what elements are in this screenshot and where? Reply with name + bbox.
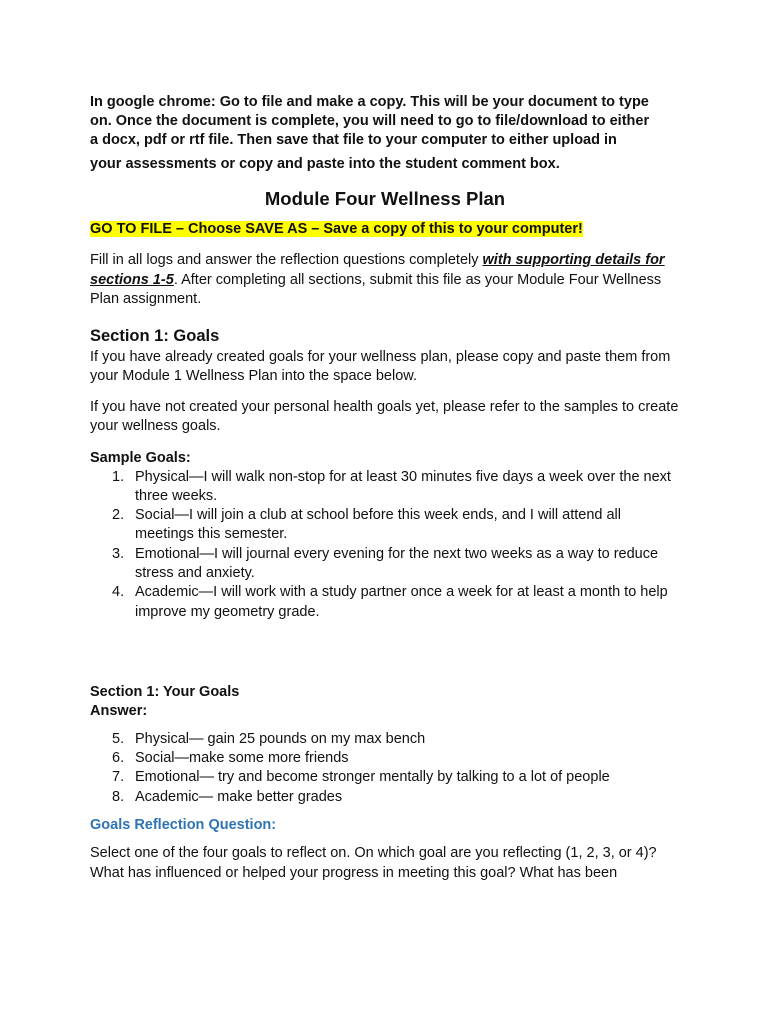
list-text[interactable]: Academic— make better grades — [135, 788, 343, 805]
list-item[interactable] — [90, 730, 680, 749]
list-item — [90, 583, 680, 622]
list-number: 1. — [112, 468, 125, 485]
list-text: Physical—I will walk non-stop for at least 30 minutes five days a week over the next three weeks. — [135, 468, 671, 504]
list-text: Emotional—I will journal every evening for the next two weeks as a way to reduce stress and anxiety. — [135, 545, 659, 581]
instructions-paragraph — [90, 251, 680, 310]
document-page — [90, 93, 680, 894]
save-instruction-text: GO TO FILE – Choose SAVE AS – Save a copy of this to your computer! — [90, 221, 583, 237]
list-number: 6. — [112, 750, 125, 767]
instructions-emphasis: with supporting details for sections 1-5 — [90, 252, 665, 288]
save-instruction-highlight — [90, 220, 680, 239]
intro-line-3: a docx, pdf or rtf file. Then save that file to your computer to either upload in — [90, 132, 617, 148]
list-item[interactable] — [90, 788, 680, 807]
list-number: 3. — [112, 545, 125, 562]
sample-goals-heading: Sample Goals: — [90, 449, 191, 466]
list-number: 5. — [112, 730, 125, 747]
list-number: 7. — [112, 769, 125, 786]
document-title: Module Four Wellness Plan — [264, 188, 506, 209]
list-item — [90, 506, 680, 545]
section-1-paragraph-2: If you have not created your personal health goals yet, please refer to the samples to create your wellness goals. — [90, 398, 679, 434]
list-text[interactable]: Social—make some more friends — [135, 750, 349, 767]
list-text[interactable]: Physical— gain 25 pounds on my max bench — [135, 730, 426, 747]
list-number: 4. — [112, 584, 125, 601]
list-item — [90, 468, 680, 507]
sample-goals-list — [90, 468, 680, 622]
list-text[interactable]: Emotional— try and become stronger mentally by talking to a lot of people — [135, 769, 610, 786]
section-1-heading: Section 1: Goals — [90, 326, 220, 345]
intro-line-2: on. Once the document is complete, you will need to go to file/download to either — [90, 113, 650, 129]
list-item[interactable] — [90, 768, 680, 787]
your-goals-heading: Section 1: Your Goals — [90, 683, 240, 700]
instructions-after: . After completing all sections, submit this file as your Module Four Wellness Plan assignment. — [90, 271, 662, 307]
list-text: Social—I will join a club at school before this week ends, and I will attend all meetings this semester. — [135, 507, 622, 543]
instructions-before: Fill in all logs and answer the reflection questions completely — [90, 252, 483, 268]
your-goals-list[interactable] — [90, 730, 680, 807]
list-item[interactable] — [90, 749, 680, 768]
list-number: 8. — [112, 788, 125, 805]
reflection-heading: Goals Reflection Question: — [90, 817, 277, 834]
section-1-paragraph-1: If you have already created goals for your wellness plan, please copy and paste them from your Module 1 Wellness Plan into the space below. — [90, 348, 671, 384]
intro-instructions — [90, 93, 680, 174]
answer-label: Answer: — [90, 702, 148, 719]
list-number: 2. — [112, 507, 125, 524]
list-text: Academic—I will work with a study partner once a week for at least a month to help improve my geometry grade. — [135, 584, 668, 620]
intro-line-1: In google chrome: Go to file and make a copy. This will be your document to type — [90, 94, 649, 110]
intro-line-4: your assessments or copy and paste into the student comment box. — [90, 156, 560, 172]
reflection-question: Select one of the four goals to reflect on. On which goal are you reflecting (1, 2, 3, or 4)? What has influenced or helped your progress in meeting this goal? What has been — [90, 845, 657, 881]
list-item — [90, 545, 680, 584]
